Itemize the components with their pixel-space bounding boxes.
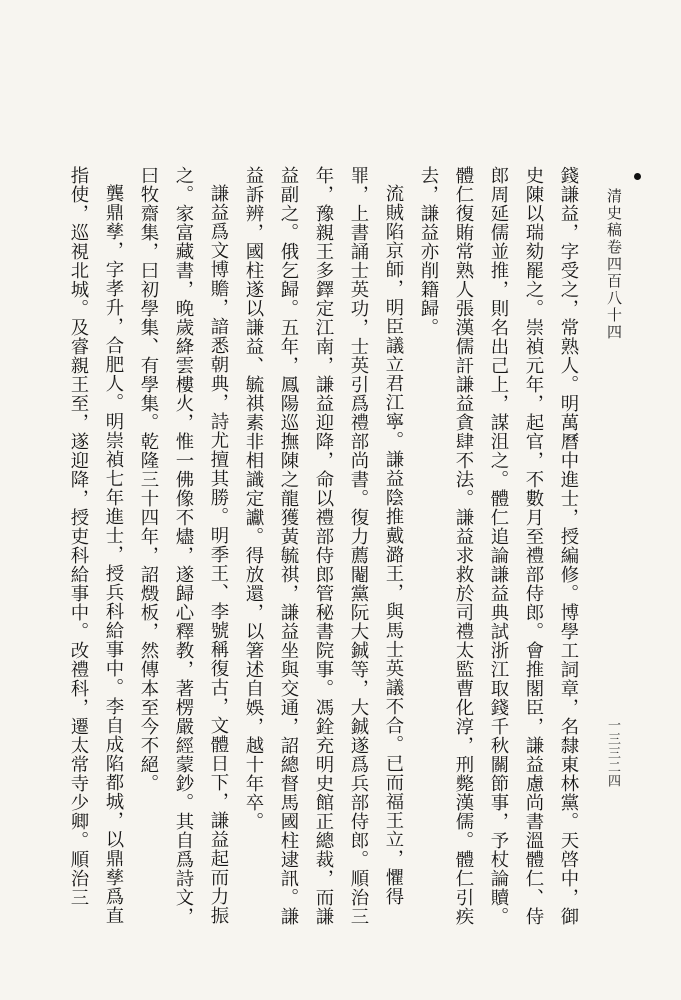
ink-dot bbox=[634, 173, 641, 180]
paragraph-qian-qianyi-writing: 謙益爲文博贍，諳悉朝典，詩尤擅其勝。明季王、李號稱復古，文體日下，謙益起而力振之。家富藏書，晚歲絳雲樓火，惟一佛像不燼，遂歸心釋教，著楞嚴經蒙鈔。其自爲詩文，曰牧齋集，曰初學集、有學集。乾隆三十四年，詔燬板，然傳本至今不絕。 bbox=[138, 166, 229, 926]
paragraph-qian-qianyi-bio: 錢謙益，字受之，常熟人。明萬曆中進士，授編修。博學工詞章，名隸東林黨。天啓中，御史陳以瑞劾罷之。崇禎元年，起官，不數月至禮部侍郎。會推閣臣，謙益慮尚書溫體仁、侍郎周延儒並推，則名出己上，謀沮之。體仁追論謙益典試浙江取錢千秋關節事，予杖論贖。體仁復賄常熟人張漢儒訐謙益貪肆不法。謙益求救於司禮太監曹化淳，刑斃漢儒。體仁引疾去，謙益亦削籍歸。 bbox=[418, 166, 579, 926]
page-number: 一三三二四 bbox=[605, 718, 620, 788]
vertical-body-text bbox=[68, 166, 586, 926]
paragraph-qian-qianyi-career: 流賊陷京師，明臣議立君江寧。謙益陰推戴潞王，與馬士英議不合。已而福王立，懼得罪，上書誦士英功，士英引爲禮部尚書。復力薦閹黨阮大鋮等，大鋮遂爲兵部侍郎。順治三年，豫親王多鐸定江南，謙益迎降，命以禮部侍郎管秘書院事。馮銓充明史館正總裁，而謙益副之。俄乞歸。五年，鳳陽巡撫陳之龍獲黃毓祺，謙益坐與交通，詔總督馬國柱逮訊。謙益訴辨，國柱遂以謙益、毓祺素非相識定讞。得放還，以箸述自娛，越十年卒。 bbox=[243, 166, 404, 926]
book-title-header: 清史稿卷四百八十四 bbox=[605, 188, 623, 341]
paragraph-gong-dingzi-bio: 龔鼎孳，字孝升，合肥人。明崇禎七年進士，授兵科給事中。李自成陷都城，以鼎孳爲直指使，巡視北城。及睿親王至，遂迎降，授吏科給事中。改禮科，遷太常寺少卿。順治三 bbox=[68, 166, 124, 926]
